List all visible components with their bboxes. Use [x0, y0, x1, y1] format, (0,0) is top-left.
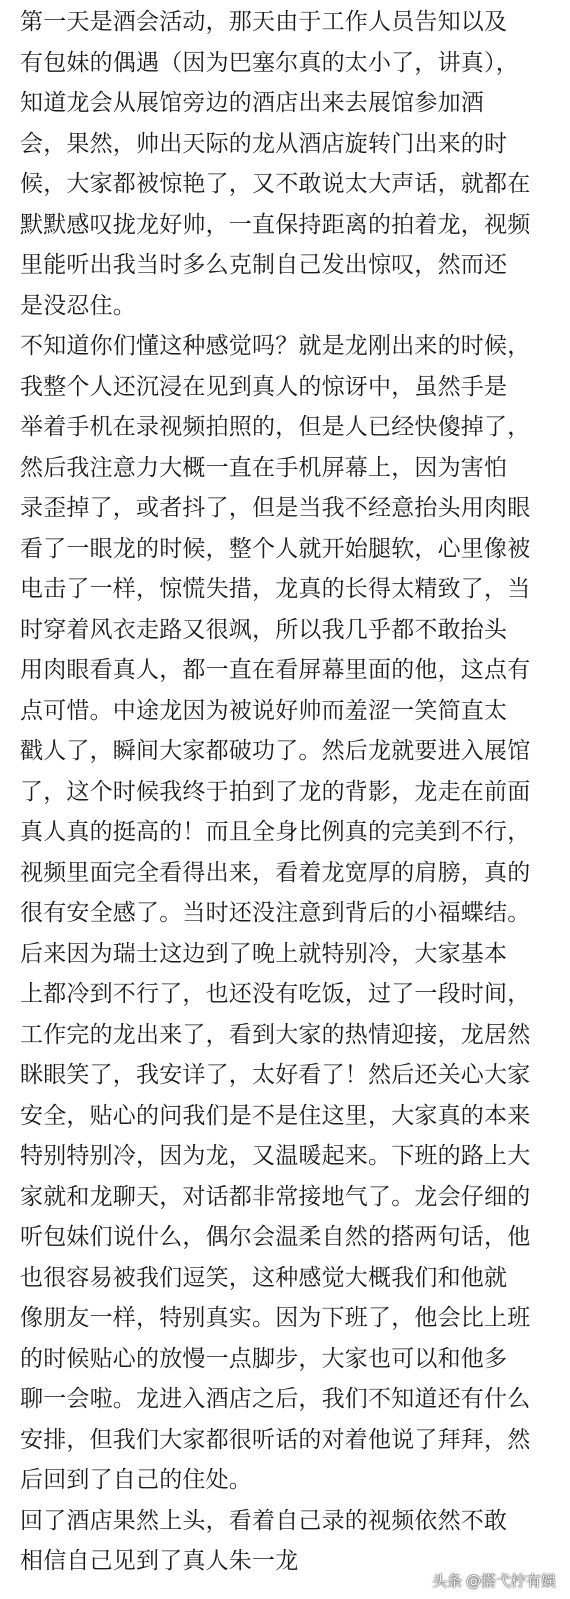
article-line: 视频里面完全看得出来，看着龙宽厚的肩膀，真的	[20, 859, 531, 886]
article-line: 回了酒店果然上头，看着自己录的视频依然不敢	[20, 1507, 508, 1534]
watermark	[432, 1571, 556, 1591]
article-line: 后来因为瑞士这边到了晚上就特别冷，大家基本	[20, 940, 508, 967]
article-line: 不知道你们懂这种感觉吗？就是龙刚出来的时候，	[20, 333, 531, 359]
article-line: 聊一会啦。龙进入酒店之后，我们不知道还有什么	[20, 1386, 531, 1412]
article-line: 会，果然，帅出天际的龙从酒店旋转门出来的时	[20, 130, 508, 157]
article-line: 也很容易被我们逗笑，这种感觉大概我们和他就	[20, 1264, 508, 1291]
article-line: 像朋友一样，特别真实。因为下班了，他会比上班	[20, 1305, 531, 1331]
article-line: 真人真的挺高的！而且全身比例真的完美到不行，	[20, 819, 531, 845]
article-line: 听包妹们说什么，偶尔会温柔自然的搭两句话，他	[20, 1224, 531, 1250]
article-line: 上都冷到不行了，也还没有吃饭，过了一段时间，	[20, 981, 531, 1007]
article-line: 候，大家都被惊艳了，又不敢说太大声话，就都在	[20, 171, 531, 197]
watermark-platform: 头条	[431, 1572, 462, 1590]
article-line: 默默感叹拢龙好帅，一直保持距离的拍着龙，视频	[20, 211, 531, 238]
article-line: 的时候贴心的放慢一点脚步，大家也可以和他多	[20, 1345, 508, 1372]
article-line: 有包妹的偶遇（因为巴塞尔真的太小了，讲真），	[20, 49, 519, 76]
article-line: 录歪掉了，或者抖了，但是当我不经意抬头用肉眼	[20, 495, 531, 521]
article-line: 电击了一样，惊慌失措，龙真的长得太精致了，当	[20, 576, 531, 602]
article-line: 后回到了自己的住处。	[20, 1467, 252, 1493]
article-line: 特别特别冷，因为龙，又温暖起来。下班的路上大	[20, 1143, 531, 1169]
article-line: 我整个人还沉浸在见到真人的惊讶中，虽然手是	[20, 373, 508, 400]
article-line: 用肉眼看真人，都一直在看屏幕里面的他，这点有	[20, 657, 531, 683]
article-line: 很有安全感了。当时还没注意到背后的小福蝶结。	[20, 900, 531, 926]
article-line: 里能听出我当时多么克制自己发出惊叹，然而还	[20, 252, 508, 278]
article-line: 安全，贴心的问我们是不是住这里，大家真的本来	[20, 1102, 531, 1129]
watermark-account: @搭弋柠有娱	[465, 1572, 556, 1590]
article-line: 相信自己见到了真人朱一龙	[20, 1548, 299, 1574]
article-line: 时穿着风衣走路又很飒，所以我几乎都不敢抬头	[20, 616, 508, 643]
article-line: 知道龙会从展馆旁边的酒店出来去展馆参加酒	[20, 90, 484, 116]
article-line: 戳人了，瞬间大家都破功了。然后龙就要进入展馆	[20, 738, 531, 764]
article-line: 是没忍住。	[20, 292, 136, 319]
article-line: 家就和龙聊天，对话都非常接地气了。龙会仔细的	[20, 1183, 531, 1210]
article-line: 然后我注意力大概一直在手机屏幕上，因为害怕	[20, 454, 508, 481]
article-line: 点可惜。中途龙因为被说好帅而羞涩一笑简直太	[20, 697, 508, 724]
article-line: 第一天是酒会活动，那天由于工作人员告知以及	[20, 9, 508, 35]
article-line: 看了一眼龙的时候，整个人就开始腿软，心里像被	[20, 535, 531, 562]
article-line: 工作完的龙出来了，看到大家的热情迎接，龙居然	[20, 1021, 531, 1048]
article-line: 举着手机在录视频拍照的，但是人已经快傻掉了，	[20, 414, 531, 440]
article-line: 了，这个时候我终于拍到了龙的背影，龙走在前面	[20, 778, 531, 805]
article-line: 眯眼笑了，我安详了，太好看了！然后还关心大家	[20, 1062, 531, 1088]
article-line: 安排，但我们大家都很听话的对着他说了拜拜，然	[20, 1426, 531, 1453]
